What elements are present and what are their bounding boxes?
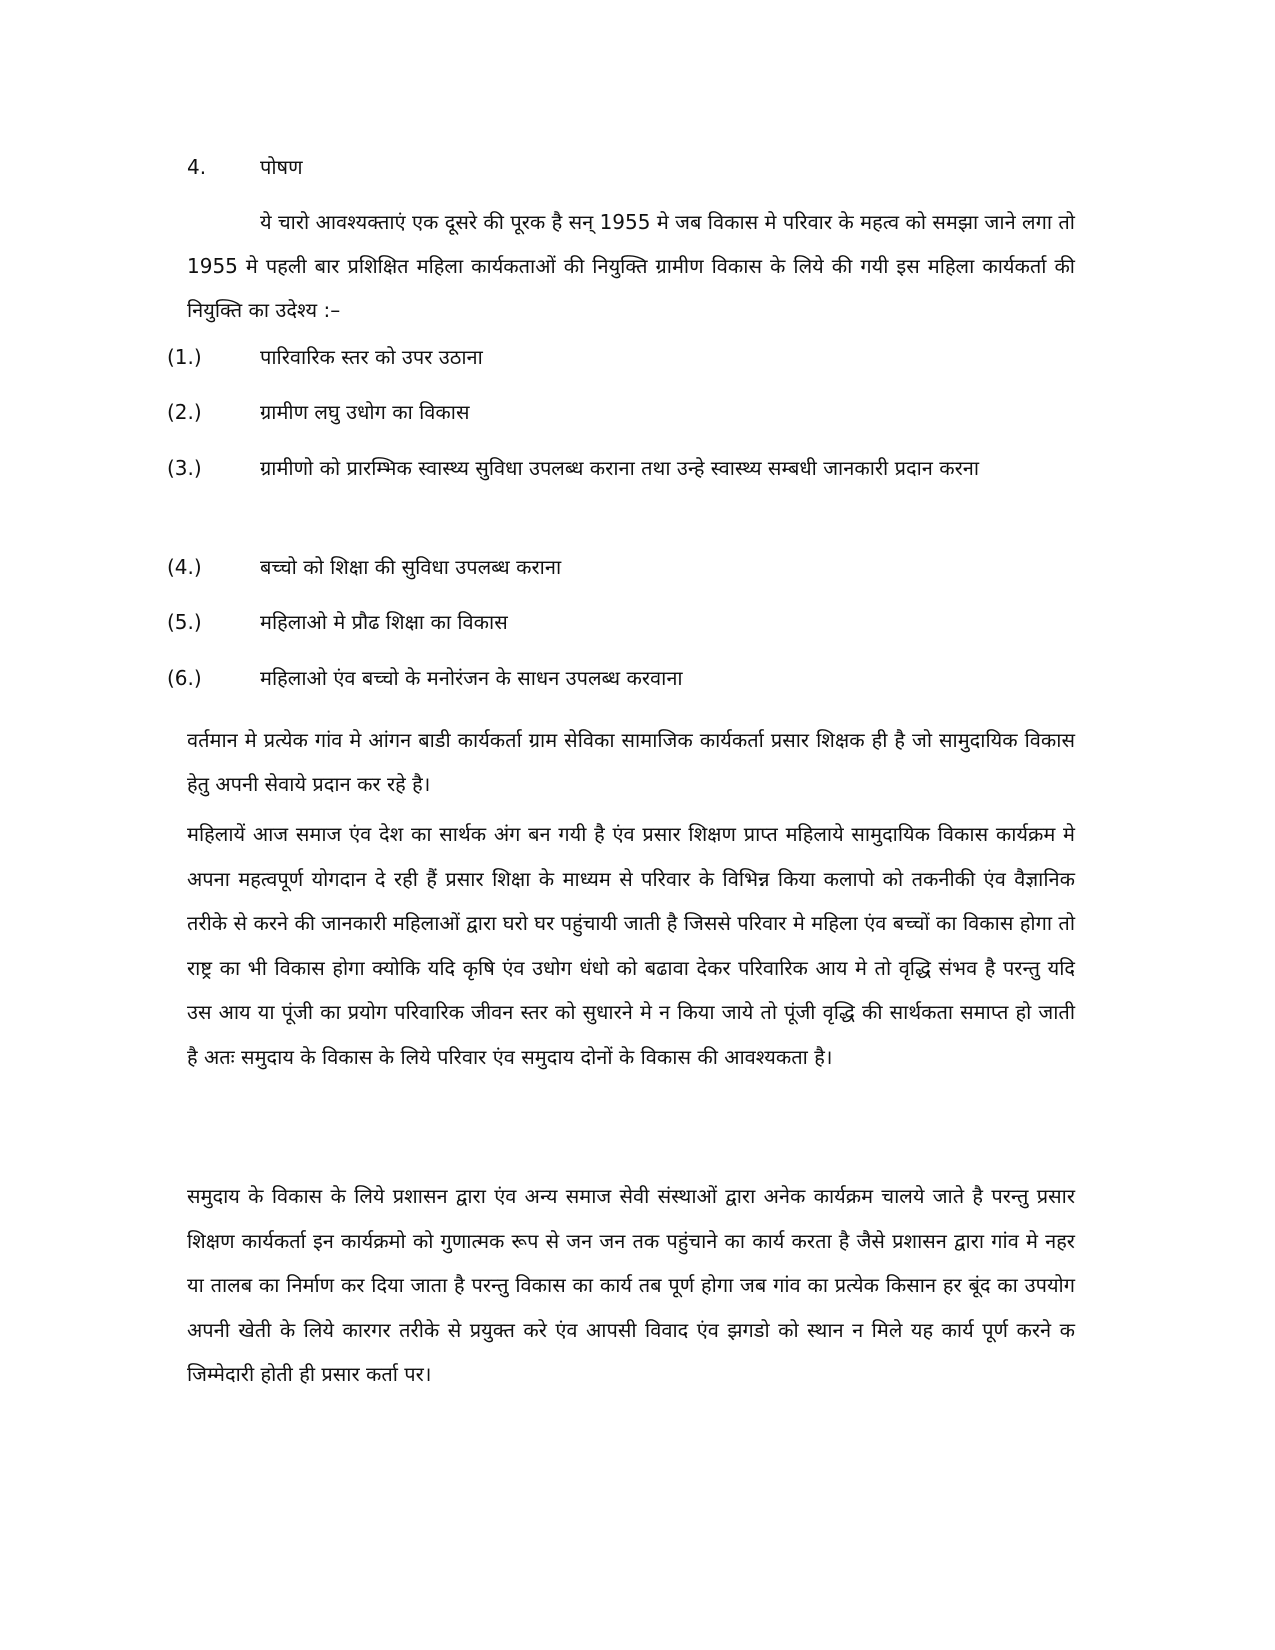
list-item-number: (4.) [167,555,202,579]
list-item-number: (6.) [167,666,202,690]
section-number: 4. [187,155,207,179]
list-item-text: ग्रामीणो को प्रारम्भिक स्वास्थ्य सुविधा उपलब्ध कराना तथा उन्हे स्वास्थ्य सम्बधी जानकारी प्रदान करना [260,456,980,480]
body-paragraph: महिलायें आज समाज एंव देश का सार्थक अंग बन गयी है एंव प्रसार शिक्षण प्राप्त महिलाये सामुदायिक विकास कार्यक्रम मे अपना महत्वपूर्ण योगदान दे रही हैं प्रसार शिक्षा के माध्यम से परिवार के विभिन्न किया कलापो को तकनीकी एंव वैज्ञानिक तरीके से करने की जानकारी महिलाओं द्वारा घरो घर पहुंचायी जाती है जिससे परिवार मे महिला एंव बच्चों का विकास होगा तो राष्ट्र का भी विकास होगा क्योकि यदि कृषि एंव उधोग धंधो को बढावा देकर परिवारिक आय मे तो वृद्धि संभव है परन्तु यदि उस आय या पूंजी का प्रयोग परिवारिक जीवन स्तर को सुधारने मे न किया जाये तो पूंजी वृद्धि की सार्थकता समाप्त हो जाती है अतः समुदाय के विकास के लिये परिवार एंव समुदाय दोनों के विकास की आवश्यकता है। [187,822,1075,1069]
intro-paragraph: ये चारो आवश्यक्ताएं एक दूसरे की पूरक है सन् 1955 मे जब विकास मे परिवार के महत्व को समझा जाने लगा तो 1955 मे पहली बार प्रशिक्षित महिला कार्यकताओं की नियुक्ति ग्रामीण विकास के लिये की गयी इस महिला कार्यकर्ता की नियुक्ति का उदेश्य :– [187,210,1075,322]
list-item-number: (5.) [167,610,202,634]
section-title: पोषण [260,155,303,179]
list-item-text: महिलाओ मे प्रौढ शिक्षा का विकास [260,610,508,634]
list-item-text: महिलाओ एंव बच्चो के मनोरंजन के साधन उपलब्ध करवाना [260,666,683,690]
body-paragraph: समुदाय के विकास के लिये प्रशासन द्वारा एंव अन्य समाज सेवी संस्थाओं द्वारा अनेक कार्यक्रम चालये जाते है परन्तु प्रसार शिक्षण कार्यकर्ता इन कार्यक्रमो को गुणात्मक रूप से जन जन तक पहुंचाने का कार्य करता है जैसे प्रशासन द्वारा गांव मे नहर या तालब का निर्माण कर दिया जाता है परन्तु विकास का कार्य तब पूर्ण होगा जब गांव का प्रत्येक किसान हर बूंद का उपयोग अपनी खेती के लिये कारगर तरीके से प्रयुक्त करे एंव आपसी विवाद एंव झगडो को स्थान न मिले यह कार्य पूर्ण करने क जिम्मेदारी होती ही प्रसार कर्ता पर। [187,1184,1075,1386]
list-item-number: (2.) [167,400,202,424]
list-item-number: (1.) [167,345,202,369]
section-heading [187,150,1087,184]
body-paragraph: वर्तमान मे प्रत्येक गांव मे आंगन बाडी कार्यकर्ता ग्राम सेविका सामाजिक कार्यकर्ता प्रसार शिक्षक ही है जो सामुदायिक विकास हेतु अपनी सेवाये प्रदान कर रहे है। [187,728,1075,796]
list-item-number: (3.) [167,456,202,480]
list-item-text: ग्रामीण लघु उधोग का विकास [260,400,470,424]
list-item-text: पारिवारिक स्तर को उपर उठाना [260,345,483,369]
list-item-text: बच्चो को शिक्षा की सुविधा उपलब्ध कराना [260,555,562,579]
